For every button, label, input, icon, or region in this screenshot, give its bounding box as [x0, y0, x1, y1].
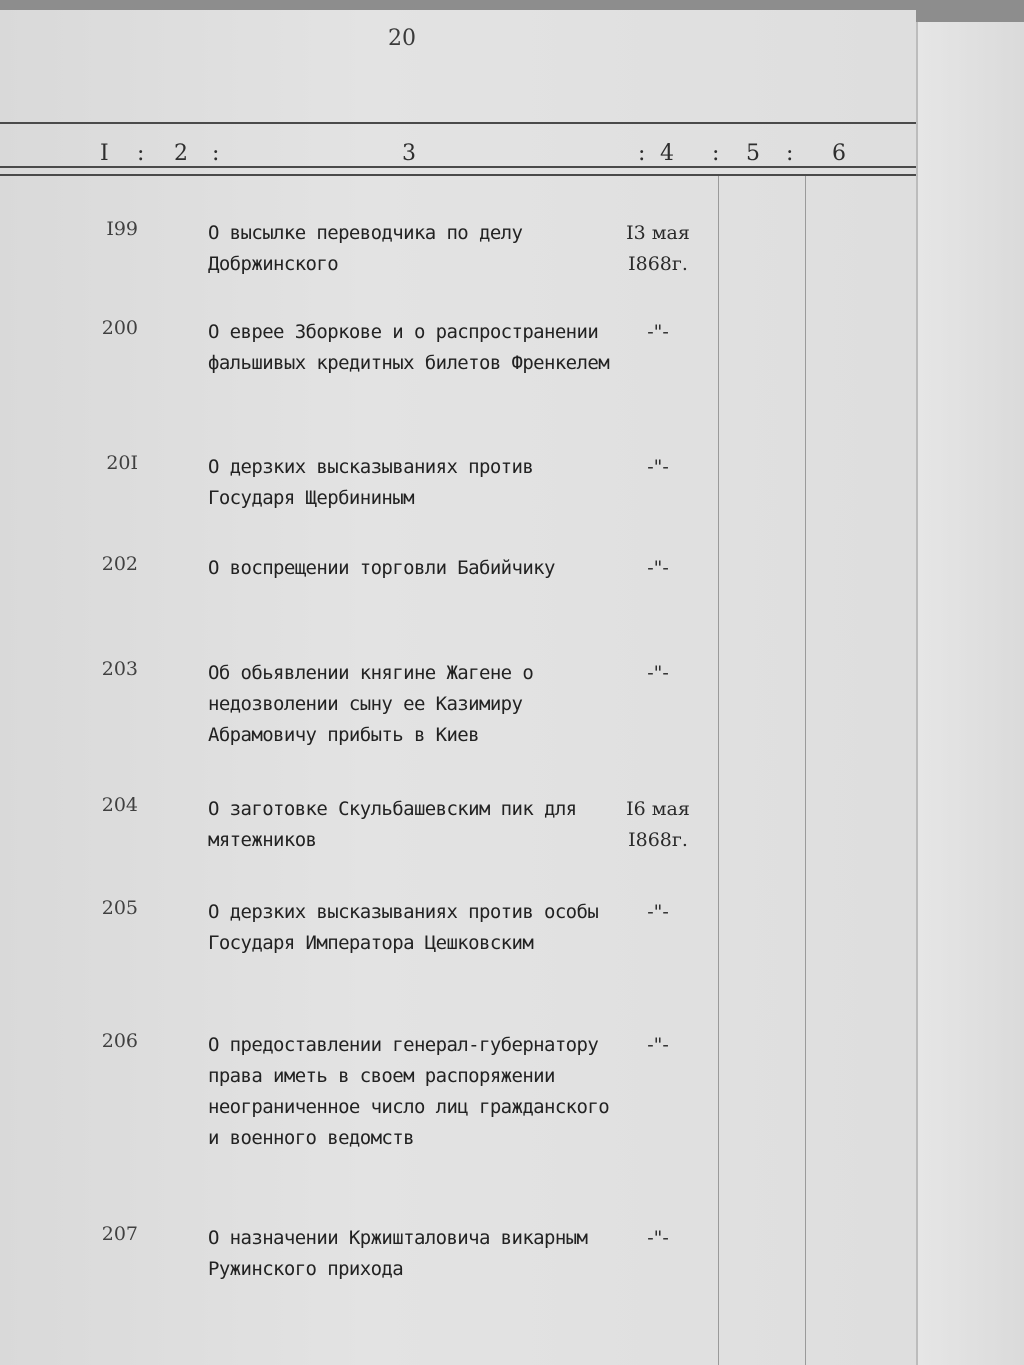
- entry-date: -"-: [647, 557, 669, 579]
- entry-number: 200: [101, 317, 138, 339]
- entry-number: 20I: [106, 452, 138, 474]
- entry-title: О предоставлении генерал-губернатору права иметь в своем распоряжении неограниченное число лиц гражданского и военного ведомств: [208, 1034, 610, 1149]
- column-header-5: 5: [746, 141, 760, 166]
- entry-date: I3 мая I868г.: [626, 222, 690, 275]
- entry-number: 202: [101, 553, 138, 575]
- column-header-3: 3: [402, 141, 416, 166]
- entry-title: О назначении Кржишталовича викарным Ружинского прихода: [208, 1227, 588, 1280]
- column-header-1: I: [100, 141, 109, 166]
- entry-date: -"-: [647, 662, 669, 684]
- underlying-page-edge: [916, 22, 1024, 1365]
- column-separator: :: [786, 141, 794, 166]
- entry-number: 207: [101, 1223, 138, 1245]
- entry-title: О высылке переводчика по делу Добржинского: [208, 222, 523, 275]
- entry-date: -"-: [647, 321, 669, 343]
- entry-title: О дерзких высказываниях против Государя Щербининым: [208, 456, 534, 509]
- entry-number: I99: [106, 218, 138, 240]
- entry-number: 203: [101, 658, 138, 680]
- column-header-6: 6: [832, 141, 846, 166]
- header-top-rule: [0, 122, 916, 124]
- entry-date: -"-: [647, 456, 669, 478]
- entry-title: О еврее Зборкове и о распространении фальшивых кредитных билетов Френкелем: [208, 321, 610, 374]
- column-separator: :: [638, 141, 646, 166]
- page-number: 20: [388, 26, 416, 51]
- entry-number: 204: [101, 794, 138, 816]
- entry-date: -"-: [647, 901, 669, 923]
- entry-date: -"-: [647, 1034, 669, 1056]
- column-separator: :: [712, 141, 720, 166]
- column-divider-4-5: [718, 176, 719, 1365]
- header-rule-upper: [0, 166, 916, 168]
- column-divider-5-6: [805, 176, 806, 1365]
- entry-title: О дерзких высказываниях против особы Государя Императора Цешковским: [208, 901, 599, 954]
- entry-date: I6 мая I868г.: [626, 798, 690, 851]
- entry-date: -"-: [647, 1227, 669, 1249]
- column-header-4: 4: [660, 141, 674, 166]
- entry-title: О заготовке Скульбашевским пик для мятежников: [208, 798, 577, 851]
- entry-number: 206: [101, 1030, 138, 1052]
- header-rule-lower: [0, 174, 916, 176]
- column-header-2: 2: [174, 141, 188, 166]
- entry-number: 205: [101, 897, 138, 919]
- entry-title: Об обьявлении княгине Жагене о недозволении сыну ее Казимиру Абрамовичу прибыть в Киев: [208, 662, 534, 746]
- column-separator: :: [137, 141, 145, 166]
- entry-title: О воспрещении торговли Бабийчику: [208, 557, 555, 579]
- column-separator: :: [212, 141, 220, 166]
